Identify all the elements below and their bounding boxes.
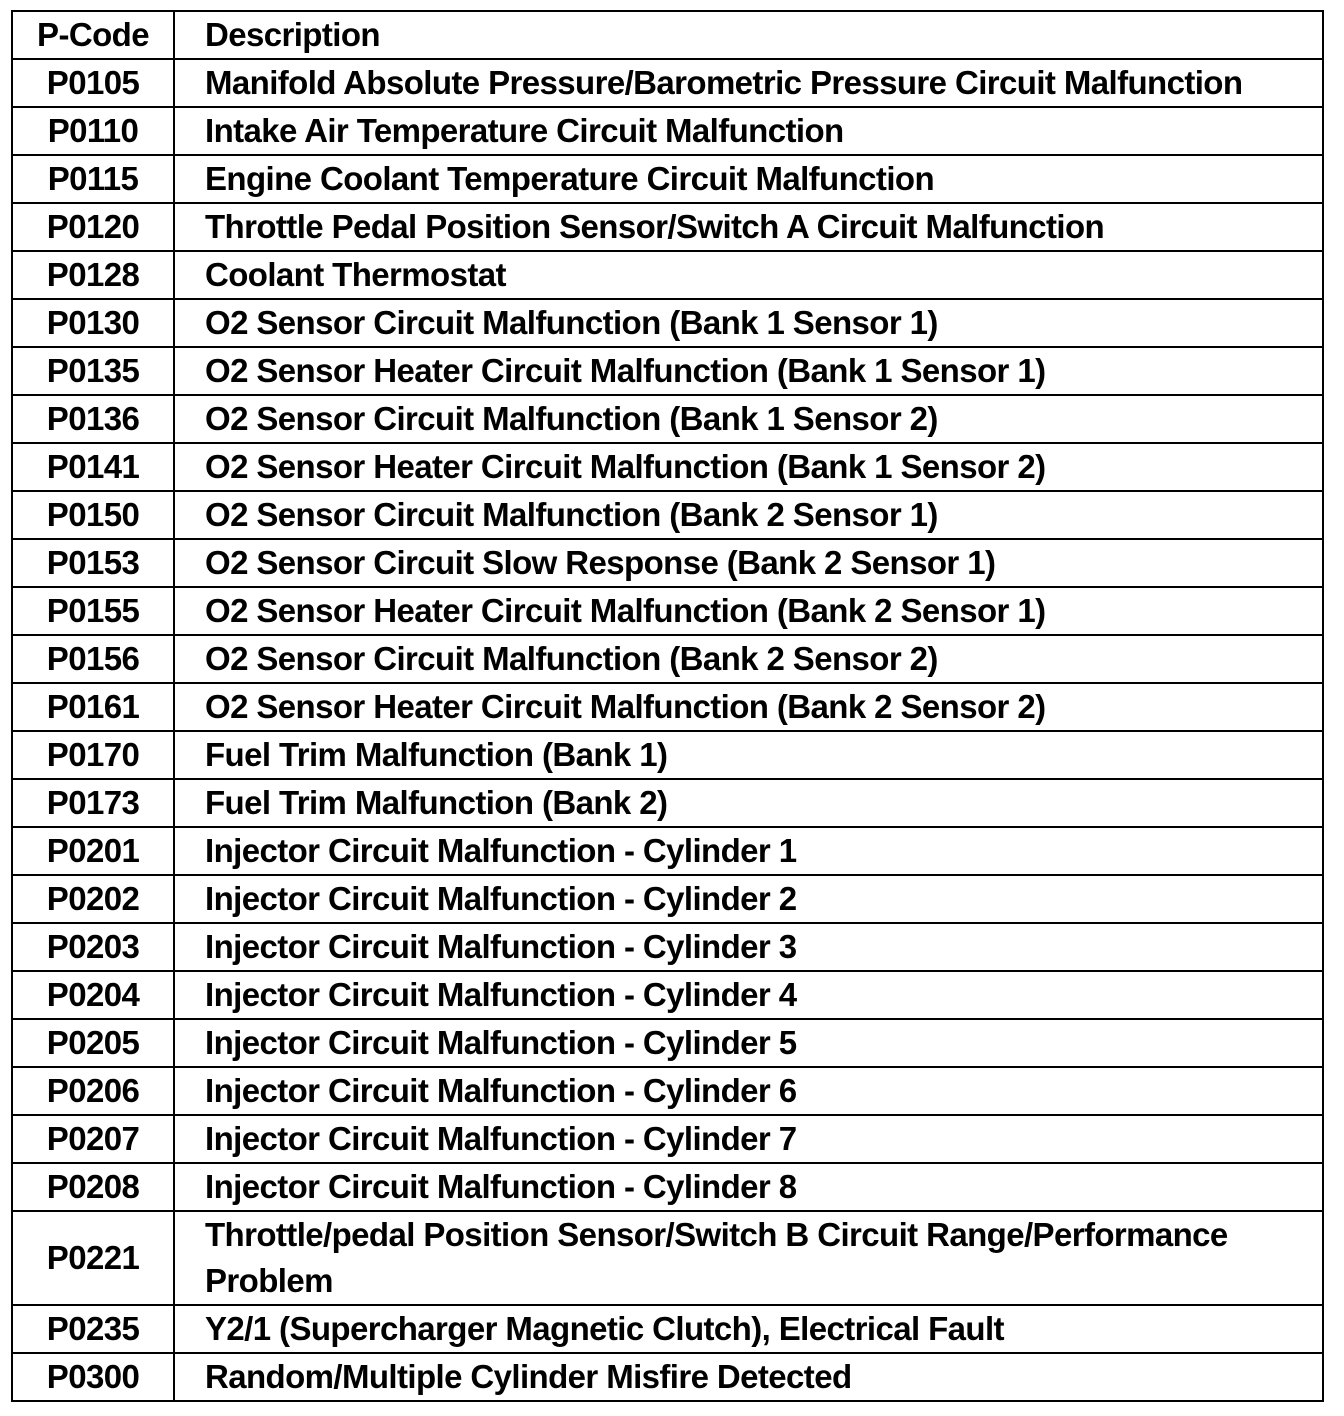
pcode-cell: P0235 xyxy=(12,1305,174,1353)
pcode-cell: P0173 xyxy=(12,779,174,827)
table-header-row xyxy=(12,11,1323,59)
pcode-table xyxy=(11,10,1324,1402)
description-cell: Injector Circuit Malfunction - Cylinder 3 xyxy=(174,923,1323,971)
description-cell: Injector Circuit Malfunction - Cylinder 4 xyxy=(174,971,1323,1019)
pcode-cell: P0150 xyxy=(12,491,174,539)
pcode-cell: P0202 xyxy=(12,875,174,923)
description-cell: Injector Circuit Malfunction - Cylinder 1 xyxy=(174,827,1323,875)
table-row xyxy=(12,203,1323,251)
table-row xyxy=(12,155,1323,203)
table-row xyxy=(12,731,1323,779)
description-cell: O2 Sensor Circuit Malfunction (Bank 1 Sensor 1) xyxy=(174,299,1323,347)
pcode-cell: P0135 xyxy=(12,347,174,395)
description-cell: Throttle/pedal Position Sensor/Switch B Circuit Range/Performance Problem xyxy=(174,1211,1323,1305)
description-cell: O2 Sensor Circuit Malfunction (Bank 1 Sensor 2) xyxy=(174,395,1323,443)
description-cell: Random/Multiple Cylinder Misfire Detected xyxy=(174,1353,1323,1401)
description-cell: O2 Sensor Heater Circuit Malfunction (Bank 2 Sensor 1) xyxy=(174,587,1323,635)
table-row xyxy=(12,587,1323,635)
pcode-cell: P0204 xyxy=(12,971,174,1019)
pcode-cell: P0155 xyxy=(12,587,174,635)
table-row xyxy=(12,251,1323,299)
description-cell: Fuel Trim Malfunction (Bank 1) xyxy=(174,731,1323,779)
table-row xyxy=(12,1019,1323,1067)
table-row xyxy=(12,395,1323,443)
pcode-cell: P0207 xyxy=(12,1115,174,1163)
table-row xyxy=(12,971,1323,1019)
table-row xyxy=(12,923,1323,971)
table-row xyxy=(12,1211,1323,1305)
pcode-cell: P0205 xyxy=(12,1019,174,1067)
description-cell: Intake Air Temperature Circuit Malfunction xyxy=(174,107,1323,155)
pcode-cell: P0170 xyxy=(12,731,174,779)
table-row xyxy=(12,779,1323,827)
description-cell: O2 Sensor Circuit Malfunction (Bank 2 Sensor 1) xyxy=(174,491,1323,539)
pcode-cell: P0156 xyxy=(12,635,174,683)
header-pcode: P-Code xyxy=(12,11,174,59)
description-cell: O2 Sensor Heater Circuit Malfunction (Bank 1 Sensor 2) xyxy=(174,443,1323,491)
table-row xyxy=(12,539,1323,587)
table-row xyxy=(12,347,1323,395)
pcode-cell: P0201 xyxy=(12,827,174,875)
table-row xyxy=(12,683,1323,731)
description-cell: Injector Circuit Malfunction - Cylinder 6 xyxy=(174,1067,1323,1115)
description-cell: Fuel Trim Malfunction (Bank 2) xyxy=(174,779,1323,827)
pcode-cell: P0136 xyxy=(12,395,174,443)
description-cell: O2 Sensor Heater Circuit Malfunction (Bank 1 Sensor 1) xyxy=(174,347,1323,395)
table-row xyxy=(12,1163,1323,1211)
table-row xyxy=(12,1115,1323,1163)
table-row xyxy=(12,1305,1323,1353)
description-cell: Coolant Thermostat xyxy=(174,251,1323,299)
description-cell: Injector Circuit Malfunction - Cylinder 8 xyxy=(174,1163,1323,1211)
description-cell: Y2/1 (Supercharger Magnetic Clutch), Electrical Fault xyxy=(174,1305,1323,1353)
pcode-cell: P0203 xyxy=(12,923,174,971)
description-cell: O2 Sensor Circuit Malfunction (Bank 2 Sensor 2) xyxy=(174,635,1323,683)
pcode-cell: P0130 xyxy=(12,299,174,347)
table-row xyxy=(12,1353,1323,1401)
pcode-cell: P0208 xyxy=(12,1163,174,1211)
table-row xyxy=(12,443,1323,491)
description-cell: Injector Circuit Malfunction - Cylinder 2 xyxy=(174,875,1323,923)
description-cell: O2 Sensor Heater Circuit Malfunction (Bank 2 Sensor 2) xyxy=(174,683,1323,731)
pcode-cell: P0221 xyxy=(12,1211,174,1305)
table-row xyxy=(12,299,1323,347)
pcode-cell: P0153 xyxy=(12,539,174,587)
pcode-cell: P0206 xyxy=(12,1067,174,1115)
pcode-cell: P0300 xyxy=(12,1353,174,1401)
table-row xyxy=(12,875,1323,923)
pcode-cell: P0115 xyxy=(12,155,174,203)
description-cell: Engine Coolant Temperature Circuit Malfunction xyxy=(174,155,1323,203)
pcode-cell: P0161 xyxy=(12,683,174,731)
table-row xyxy=(12,107,1323,155)
table-row xyxy=(12,827,1323,875)
description-cell: Injector Circuit Malfunction - Cylinder 7 xyxy=(174,1115,1323,1163)
header-description: Description xyxy=(174,11,1323,59)
pcode-cell: P0141 xyxy=(12,443,174,491)
table-row xyxy=(12,491,1323,539)
description-cell: Throttle Pedal Position Sensor/Switch A Circuit Malfunction xyxy=(174,203,1323,251)
description-cell: O2 Sensor Circuit Slow Response (Bank 2 Sensor 1) xyxy=(174,539,1323,587)
table-row xyxy=(12,1067,1323,1115)
pcode-cell: P0120 xyxy=(12,203,174,251)
pcode-cell: P0110 xyxy=(12,107,174,155)
pcode-cell: P0128 xyxy=(12,251,174,299)
pcode-cell: P0105 xyxy=(12,59,174,107)
description-cell: Injector Circuit Malfunction - Cylinder 5 xyxy=(174,1019,1323,1067)
description-cell: Manifold Absolute Pressure/Barometric Pressure Circuit Malfunction xyxy=(174,59,1323,107)
table-row xyxy=(12,635,1323,683)
table-row xyxy=(12,59,1323,107)
